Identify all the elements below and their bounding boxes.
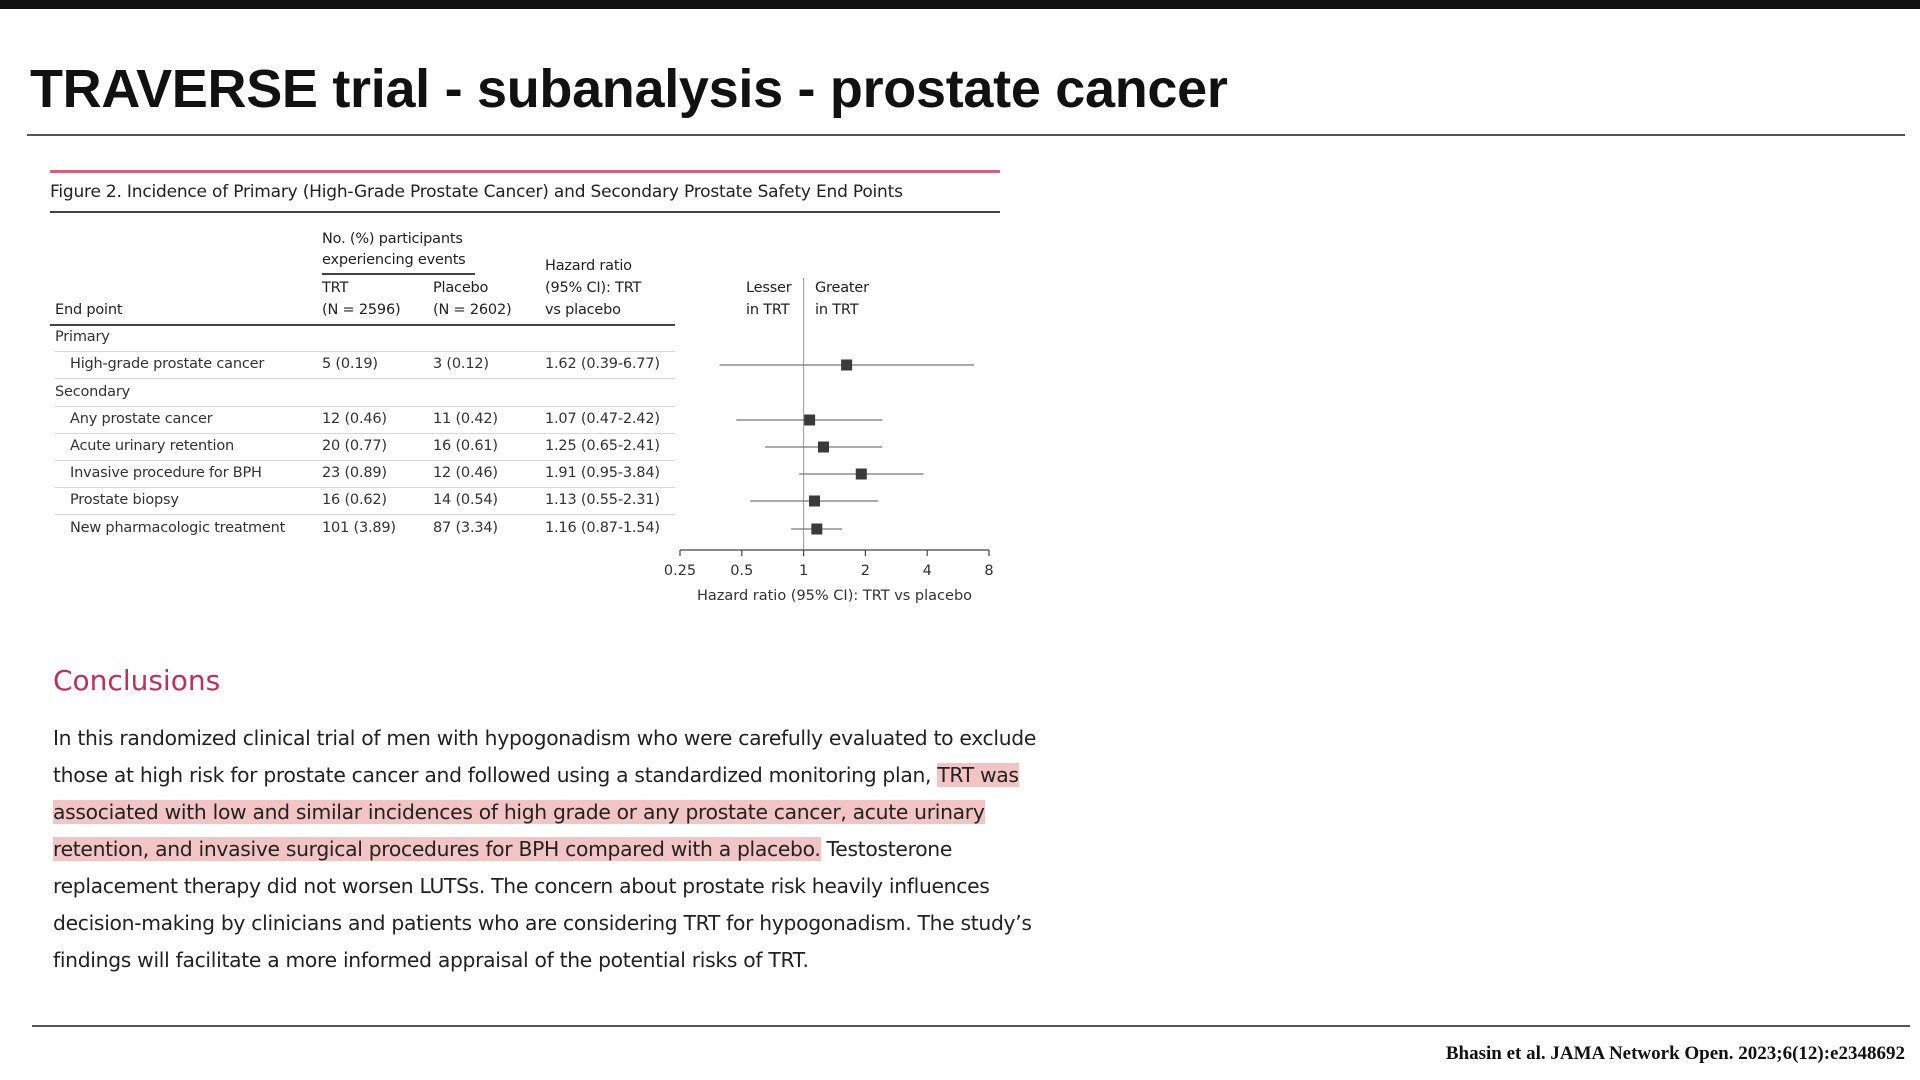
trt-header-line1: TRT	[322, 280, 349, 296]
figure-caption: Figure 2. Incidence of Primary (High-Grade Prostate Cancer) and Secondary Prostate Safety End Points	[50, 182, 903, 202]
x-tick-label: 4	[922, 563, 932, 579]
conclusions-highlight: TRT was associated with low and similar incidences of high grade or any prostate cancer, acute urinary retention, and invasive surgical procedures for BPH compared with a placebo.	[53, 763, 1019, 861]
row-endpoint: Any prostate cancer	[70, 411, 213, 427]
section-secondary: Secondary	[55, 384, 130, 400]
lesser-label-line1: Lesser	[746, 280, 792, 296]
row-placebo: 14 (0.54)	[433, 492, 498, 508]
row-trt: 101 (3.89)	[322, 520, 396, 536]
trt-header-line2: (N = 2596)	[322, 302, 401, 318]
section-primary: Primary	[55, 329, 110, 345]
hr-point	[841, 360, 852, 371]
conclusions-heading: Conclusions	[53, 664, 221, 697]
row-endpoint: High-grade prostate cancer	[70, 356, 265, 372]
citation: Bhasin et al. JAMA Network Open. 2023;6(12):e2348692	[1445, 1043, 1905, 1064]
row-trt: 5 (0.19)	[322, 356, 378, 372]
row-placebo: 3 (0.12)	[433, 356, 489, 372]
row-trt: 16 (0.62)	[322, 492, 387, 508]
row-endpoint: Invasive procedure for BPH	[70, 465, 262, 481]
row-trt: 20 (0.77)	[322, 438, 387, 454]
conclusions-paragraph	[53, 720, 1053, 979]
x-tick-label: 8	[984, 563, 994, 579]
conclusions-text-before: In this randomized clinical trial of men with hypogonadism who were carefully evaluated to exclude those at high risk for prostate cancer and followed using a standardized monitoring plan,	[53, 726, 1037, 787]
row-hr: 1.13 (0.55-2.31)	[545, 492, 660, 508]
hr-header-line2: (95% CI): TRT	[545, 280, 642, 296]
hr-point	[804, 415, 815, 426]
row-hr: 1.25 (0.65-2.41)	[545, 438, 660, 454]
footer-divider	[32, 1025, 1910, 1027]
row-hr: 1.62 (0.39-6.77)	[545, 356, 660, 372]
endpoint-header: End point	[55, 302, 123, 318]
hr-point	[856, 469, 867, 480]
greater-label-line2: in TRT	[815, 302, 859, 318]
participants-header-line2: experiencing events	[322, 252, 466, 268]
x-tick-label: 2	[860, 563, 871, 579]
hr-header-line3: vs placebo	[545, 302, 621, 318]
row-placebo: 11 (0.42)	[433, 411, 498, 427]
x-tick-label: 0.25	[663, 563, 697, 579]
row-hr: 1.07 (0.47-2.42)	[545, 411, 660, 427]
row-hr: 1.16 (0.87-1.54)	[545, 520, 660, 536]
placebo-header-line2: (N = 2602)	[433, 302, 512, 318]
row-endpoint: New pharmacologic treatment	[70, 520, 286, 536]
placebo-header-line1: Placebo	[433, 280, 489, 296]
x-tick-label: 1	[798, 563, 809, 579]
hr-point	[811, 524, 822, 535]
row-placebo: 87 (3.34)	[433, 520, 498, 536]
row-endpoint: Prostate biopsy	[70, 492, 179, 508]
row-hr: 1.91 (0.95-3.84)	[545, 465, 660, 481]
row-placebo: 16 (0.61)	[433, 438, 498, 454]
x-axis-label: Hazard ratio (95% CI): TRT vs placebo	[696, 588, 973, 604]
row-endpoint: Acute urinary retention	[70, 438, 234, 454]
participants-header-line1: No. (%) participants	[322, 231, 463, 247]
x-tick-label: 0.5	[730, 563, 754, 579]
greater-label-line1: Greater	[815, 280, 869, 296]
row-placebo: 12 (0.46)	[433, 465, 498, 481]
hr-point	[809, 496, 820, 507]
hr-header-line1: Hazard ratio	[545, 258, 632, 274]
lesser-label-line2: in TRT	[746, 302, 790, 318]
row-trt: 23 (0.89)	[322, 465, 387, 481]
row-trt: 12 (0.46)	[322, 411, 387, 427]
conclusions-text-after: Testosterone replacement therapy did not worsen LUTSs. The concern about prostate risk heavily influences decision-making by clinicians and patients who are considering TRT for hypogonadism. The study’s findings will facilitate a more informed appraisal of the potential risks of TRT.	[53, 837, 1032, 972]
hr-point	[818, 442, 829, 453]
slide-title: TRAVERSE trial - subanalysis - prostate cancer	[30, 59, 1228, 119]
